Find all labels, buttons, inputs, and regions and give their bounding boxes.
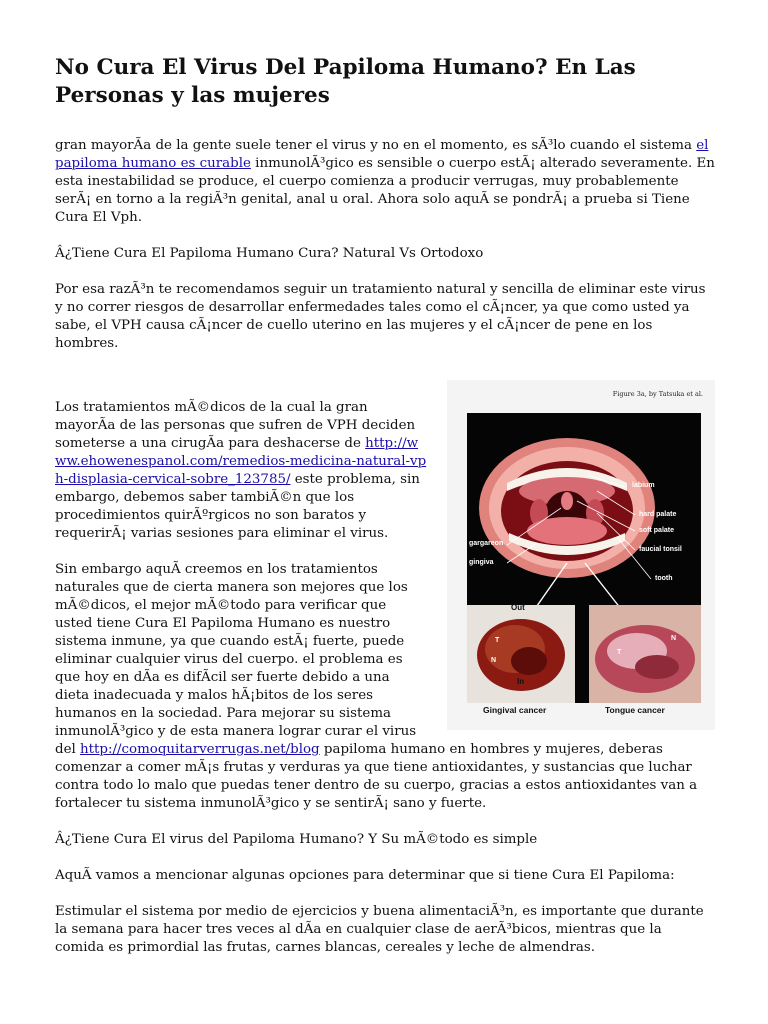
page-title: No Cura El Virus Del Papiloma Humano? En Las Personas y las mujeres	[55, 55, 636, 108]
label-in: In	[517, 677, 525, 686]
label-gingiva: gingiva	[469, 559, 494, 566]
label-labium: labium	[632, 482, 655, 489]
label-faucial-tonsil: faucial tonsil	[639, 546, 682, 553]
label-t-left: T	[495, 637, 500, 644]
paragraph-5: AquÃ vamos a mencionar algunas opciones para determinar que si tiene Cura El Papiloma:	[55, 868, 675, 883]
link-comoquitarverrugas[interactable]: http://comoquitarverrugas.net/blog	[80, 742, 320, 757]
paragraph-6: Estimular el sistema por medio de ejercicios y buena alimentaciÃ³n, es importante que durante la semana para hacer tres veces al dÃa en cualquier clase de aerÃ³bicos, mientras que la comida es primordial las frutas, carnes blancas, cereales y leche de almendras.	[55, 904, 704, 955]
label-soft-palate: soft palate	[639, 527, 675, 534]
subheading-1: Â¿Tiene Cura El Papiloma Humano Cura? Natural Vs Ortodoxo	[55, 246, 484, 261]
article	[55, 54, 715, 957]
caption-tongue-cancer: Tongue cancer	[605, 705, 665, 715]
subheading-2: Â¿Tiene Cura El virus del Papiloma Humano? Y Su mÃ©todo es simple	[55, 832, 538, 847]
label-out: Out	[511, 603, 525, 612]
paragraph-4-text-b: papiloma humano en hombres y mujeres, deberas comenzar a comer mÃ¡s frutas y verduras ya que tiene antioxidantes, y sustancias que luchar contra todo lo malo que puedas tener dentro de su cuerpo, gracias a estos antioxidantes van a fortalecer tu sistema inmunolÃ³gico y se sentirÃ¡ sano y fuerte.	[55, 742, 698, 811]
label-gargareon: gargareon	[469, 540, 504, 547]
mouth-cancer-figure	[447, 380, 715, 730]
link-papiloma-curable[interactable]: el papiloma humano es curable	[55, 138, 709, 171]
paragraph-3-text-b: este problema, sin embargo, debemos saber tambiÃ©n que los procedimientos quirÃºrgicos no son baratos y requerirÃ¡ varias sesiones para eliminar el virus.	[55, 472, 420, 541]
label-hard-palate: hard palate	[639, 511, 677, 518]
paragraph-4-text-a: Sin embargo aquÃ creemos en los tratamientos naturales que de cierta manera son mejores que los mÃ©dicos, el mejor mÃ©todo para verificar que usted tiene Cura El Papiloma Humano es nuestro sistema inmune, ya que cuando estÃ¡ fuerte, puede eliminar cualquier virus del cuerpo. el problema es que hoy en dÃa es difÃcil ser fuerte debido a una dieta inadecuada y malos hÃ¡bitos de los seres humanos en la sociedad. Para mejorar su sistema inmunolÃ³gico y de esta manera lograr curar el virus del	[55, 562, 417, 757]
label-n-right: N	[671, 635, 677, 642]
mouth-illustration	[467, 413, 701, 703]
label-t-right: T	[617, 649, 622, 656]
label-tooth: tooth	[655, 575, 673, 582]
link-ehowenespanol[interactable]: http://www.ehowenespanol.com/remedios-medicina-natural-vph-displasia-cervical-sobre_123785/	[55, 436, 427, 487]
figure-section	[55, 371, 715, 813]
paragraph-1-text-a: gran mayorÃa de la gente suele tener el virus y no en el momento, es sÃ³lo cuando el sistema	[55, 138, 697, 153]
label-n-left: N	[491, 657, 497, 664]
paragraph-1	[55, 137, 715, 227]
caption-gingival-cancer: Gingival cancer	[483, 705, 547, 715]
figure-title: Figure 3a, by Tatsuka et al.	[612, 390, 703, 398]
paragraph-1-text-b: inmunolÃ³gico es sensible o cuerpo estÃ¡ alterado severamente. En esta inestabilidad se produce, el cuerpo comienza a producir verrugas, muy probablemente serÃ¡ en torno a la regiÃ³n genital, anal u oral. Ahora solo aquÃ se pondrÃ¡ a prueba si Tiene Cura El Vph.	[55, 156, 715, 225]
paragraph-3-text-a: Los tratamientos mÃ©dicos de la cual la gran mayorÃa de las personas que sufren de VPH deciden someterse a una cirugÃa para deshacerse de	[55, 400, 416, 451]
paragraph-2: Por esa razÃ³n te recomendamos seguir un tratamiento natural y sencilla de eliminar este virus y no correr riesgos de desarrollar enfermedades tales como el cÃ¡ncer, ya que como usted ya sabe, el VPH causa cÃ¡ncer de cuello uterino en las mujeres y el cÃ¡ncer de pene en los hombres.	[55, 282, 706, 351]
figure-image	[467, 413, 701, 703]
